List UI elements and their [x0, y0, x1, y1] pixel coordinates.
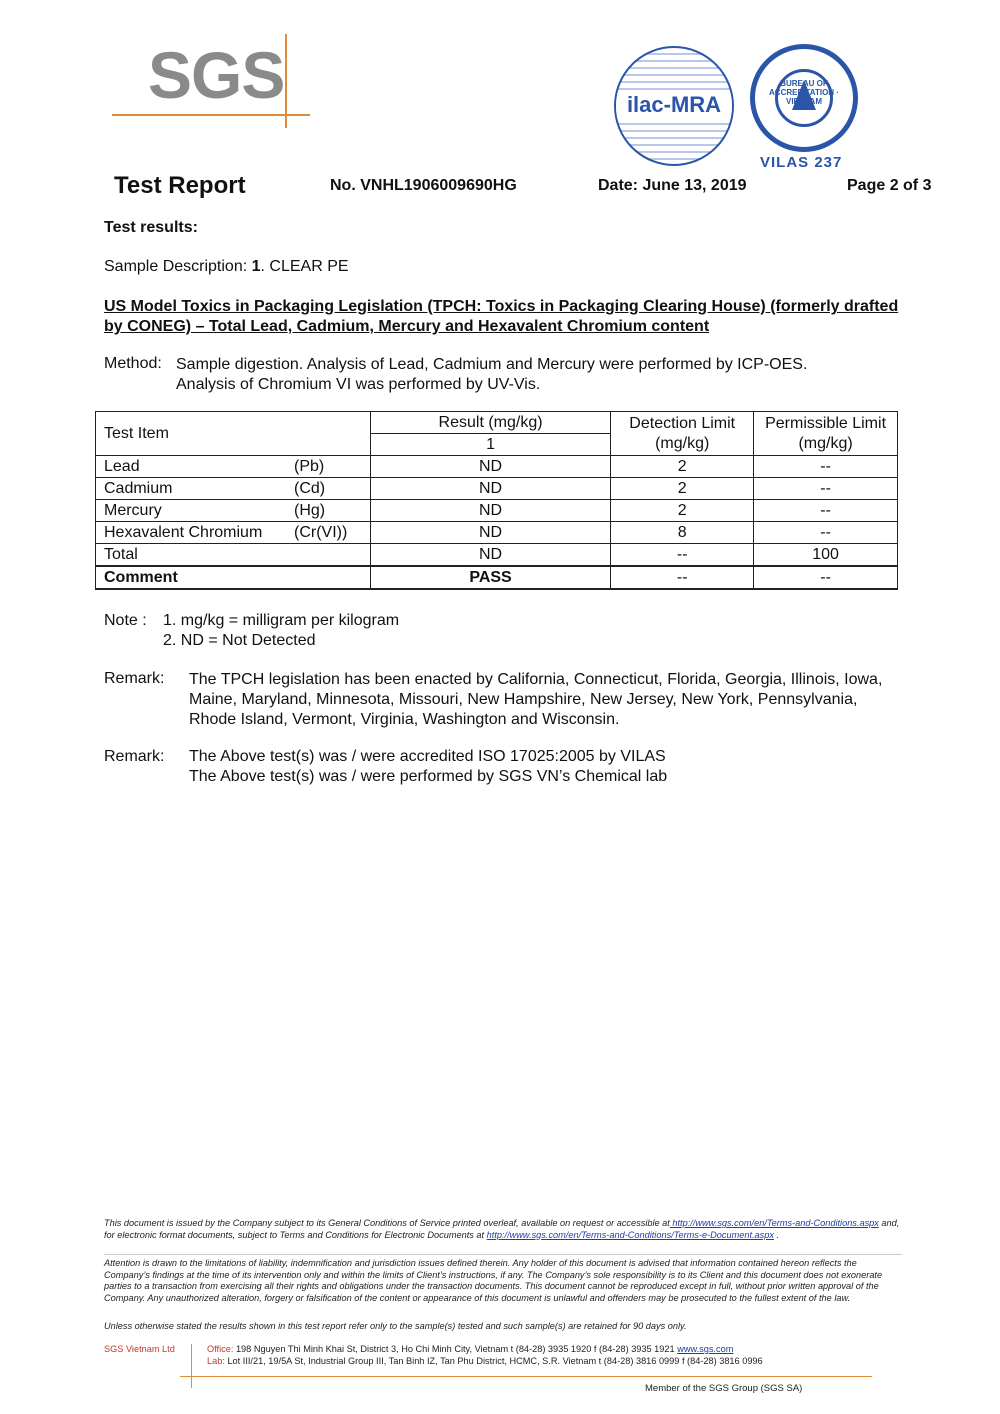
header-result: Result (mg/kg): [370, 412, 611, 434]
sgs-logo-line-vertical: [285, 34, 287, 128]
item-cell: [96, 544, 371, 567]
table-row: [96, 478, 898, 500]
sample-description-prefix: Sample Description:: [104, 258, 252, 275]
ilac-mra-text: ilac-MRA: [616, 92, 732, 118]
ilac-mra-seal: [614, 46, 734, 166]
test-results-heading: Test results:: [104, 219, 198, 236]
company-name: SGS Vietnam Ltd: [104, 1344, 175, 1354]
sgs-logo-text: SGS: [148, 38, 285, 112]
comment-result: PASS: [370, 566, 611, 589]
footer-terms-text-b: and, for electronic format documents, subject to Terms and Conditions for Electronic Documents at: [104, 1218, 900, 1240]
item-cell: [96, 500, 371, 522]
method-label: Method:: [104, 355, 162, 372]
sgs-logo-line-horizontal: [112, 114, 310, 116]
boa-inner-ring: [775, 69, 833, 127]
method-line-2: Analysis of Chromium VI was performed by UV-Vis.: [176, 376, 541, 393]
remark-label: Remark:: [104, 670, 165, 687]
remark-lab-line: The Above test(s) was / were performed by SGS VN’s Chemical lab: [189, 768, 668, 785]
result-cell: ND: [370, 522, 611, 544]
method-text: [176, 355, 900, 395]
page-indicator: Page 2 of 3: [847, 177, 932, 194]
footer-terms-paragraph: [104, 1218, 902, 1241]
report-date: Date: June 13, 2019: [598, 177, 747, 194]
lab-label: Lab:: [207, 1355, 225, 1366]
lab-text: Lot III/21, 19/5A St, Industrial Group III, Tan Binh IZ, Tan Phu District, HCMC, S.R. Vietnam t (84-28) 3816 0999 f (84-28) 3816 0996: [224, 1355, 763, 1366]
comment-label: Comment: [96, 566, 371, 589]
detection-cell: 2: [611, 456, 754, 478]
item-cell: [96, 522, 371, 544]
note-item: 2. ND = Not Detected: [163, 632, 316, 649]
note-label: Note :: [104, 612, 147, 629]
permissible-cell: --: [754, 478, 898, 500]
item-symbol: (Cd): [294, 480, 326, 497]
address-divider: [191, 1344, 192, 1388]
sgs-website-link[interactable]: www.sgs.com: [677, 1344, 734, 1354]
terms-conditions-link[interactable]: http://www.sgs.com/en/Terms-and-Conditions.aspx: [669, 1218, 879, 1228]
permissible-cell: --: [754, 522, 898, 544]
report-number: No. VNHL1906009690HG: [330, 177, 517, 194]
footer-terms-text-a: This document is issued by the Company subject to its General Conditions of Service printed overleaf, available on request or accessible at: [104, 1218, 670, 1228]
terms-e-document-link[interactable]: http://www.sgs.com/en/Terms-and-Conditions/Terms-e-Document.aspx: [486, 1229, 774, 1240]
header-permissible-limit-line-2: (mg/kg): [798, 434, 853, 452]
boa-ring-text: BUREAU OF ACCREDITATION · VIETNAM: [769, 79, 839, 106]
table-row: [96, 522, 898, 544]
result-cell: ND: [370, 456, 611, 478]
footer-terms-text-c: .: [773, 1229, 780, 1240]
result-cell: ND: [370, 478, 611, 500]
method-line-1: Sample digestion. Analysis of Lead, Cadmium and Mercury were performed by ICP-OES.: [176, 356, 808, 373]
footer-bottom-line: [180, 1376, 872, 1377]
remark-accreditation-line: The Above test(s) was / were accredited ISO 17025:2005 by VILAS: [189, 748, 666, 765]
item-symbol: (Hg): [294, 502, 326, 519]
detection-cell: --: [611, 544, 754, 567]
comment-detection: --: [611, 566, 754, 589]
table-row: [96, 500, 898, 522]
member-text: Member of the SGS Group (SGS SA): [645, 1383, 803, 1394]
report-title: Test Report: [114, 172, 246, 199]
accreditation-logos: [608, 42, 864, 172]
header-permissible-limit: [754, 412, 898, 456]
header-sample-number: 1: [370, 434, 611, 456]
note-item: 1. mg/kg = milligram per kilogram: [163, 612, 400, 629]
item-name: Lead: [104, 458, 140, 475]
table-header-row: [96, 412, 898, 434]
sample-description: [104, 258, 349, 276]
permissible-cell: --: [754, 456, 898, 478]
item-name: Mercury: [104, 502, 162, 519]
permissible-cell: --: [754, 500, 898, 522]
office-text: 198 Nguyen Thi Minh Khai St, District 3, Ho Chi Minh City, Vietnam t (84-28) 3935 1920 f (84-28) 3935 1921: [233, 1344, 678, 1354]
header-permissible-limit-line-1: Permissible Limit: [765, 414, 887, 432]
legislation-heading: US Model Toxics in Packaging Legislation (TPCH: Toxics in Packaging Clearing House) (formerly drafted by CONEG) – Total Lead, Cadmium, Mercury and Hexavalent Chromium content: [104, 298, 899, 335]
address-block: [207, 1344, 763, 1367]
footer-retention-paragraph: Unless otherwise stated the results shown in this test report refer only to the sample(s) tested and such sample(s) are retained for 90 days only.: [104, 1321, 687, 1331]
header-detection-limit-line-2: (mg/kg): [655, 434, 710, 452]
office-address: [207, 1344, 763, 1356]
sgs-logo: [110, 34, 315, 134]
permissible-cell: 100: [754, 544, 898, 567]
item-symbol: (Cr(VI)): [294, 524, 348, 541]
results-table: [95, 411, 898, 590]
detection-cell: 2: [611, 500, 754, 522]
item-name: Cadmium: [104, 480, 173, 497]
detection-cell: 2: [611, 478, 754, 500]
item-symbol: (Pb): [294, 458, 325, 475]
remark-label: Remark:: [104, 748, 165, 765]
boa-vietnam-seal: [750, 44, 858, 152]
boa-triangle-icon: [792, 80, 816, 110]
item-cell: [96, 478, 371, 500]
remark-tpch-text: The TPCH legislation has been enacted by California, Connecticut, Florida, Georgia, Illinois, Iowa, Maine, Maryland, Minnesota, Missouri, New Hampshire, New Jersey, New York, Pennsylvania, Rhode Island, Vermont, Virginia, Washington and Wisconsin.: [189, 671, 883, 728]
comment-row: [96, 566, 898, 589]
item-name: Hexavalent Chromium: [104, 524, 263, 541]
item-cell: [96, 456, 371, 478]
sample-name: . CLEAR PE: [260, 258, 349, 275]
comment-permissible: --: [754, 566, 898, 589]
result-cell: ND: [370, 544, 611, 567]
header-detection-limit: [611, 412, 754, 456]
footer-divider: [104, 1254, 902, 1255]
table-row: [96, 544, 898, 567]
header-test-item: Test Item: [96, 412, 371, 456]
vilas-label: VILAS 237: [760, 154, 843, 171]
sample-number: 1: [251, 258, 261, 275]
detection-cell: 8: [611, 522, 754, 544]
table-row: [96, 456, 898, 478]
item-name: Total: [104, 546, 138, 563]
result-cell: ND: [370, 500, 611, 522]
lab-address: [207, 1356, 763, 1368]
footer-liability-paragraph: Attention is drawn to the limitations of liability, indemnification and jurisdiction issues defined therein. Any holder of this document is advised that information contained hereon reflects the Company’s findings at the time of its intervention only and within the limits of Client’s instructions, if any. The Company’s sole responsibility is to its Client and this document does not exonerate parties to a transaction from exercising all their rights and obligations under the transaction documents. This document cannot be reproduced except in full, without prior written approval of the Company. Any unauthorized alteration, forgery or falsification of the content or appearance of this document is unlawful and offenders may be prosecuted to the fullest extent of the law.: [104, 1258, 883, 1303]
office-label: Office:: [207, 1344, 234, 1354]
header-detection-limit-line-1: Detection Limit: [629, 414, 736, 432]
